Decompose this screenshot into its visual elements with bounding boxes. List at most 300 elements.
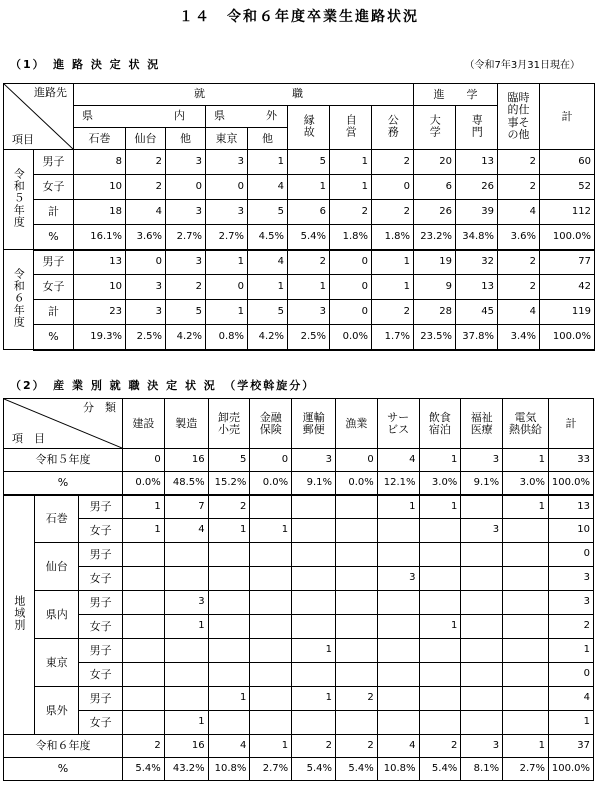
data-cell: [292, 543, 336, 567]
data-cell: 32: [456, 250, 498, 275]
data-cell: 1: [503, 735, 549, 758]
data-cell: 3: [549, 591, 594, 615]
data-cell: 1: [208, 687, 250, 711]
data-cell: [419, 687, 461, 711]
region-name: 県内: [35, 591, 79, 639]
region-group-label: 地域別: [4, 495, 35, 735]
table-row: [4, 495, 594, 519]
data-cell: 119: [540, 300, 595, 325]
data-cell: 2: [292, 735, 336, 758]
data-cell: 33: [549, 449, 594, 472]
table-row: [4, 325, 595, 350]
data-cell: 8.1%: [461, 758, 503, 781]
table-row: [4, 543, 594, 567]
data-cell: 19.3%: [74, 325, 126, 350]
data-cell: [164, 639, 208, 663]
header-university: 大学: [414, 106, 456, 150]
data-cell: 1: [206, 250, 248, 275]
data-cell: 13: [456, 275, 498, 300]
data-cell: 3: [126, 275, 166, 300]
table-row: [4, 225, 595, 250]
data-cell: 4: [248, 250, 288, 275]
data-cell: 5: [208, 449, 250, 472]
data-cell: 0: [166, 175, 206, 200]
data-cell: [164, 663, 208, 687]
data-cell: [419, 639, 461, 663]
data-cell: 3: [206, 200, 248, 225]
data-cell: 100.0%: [549, 758, 594, 781]
data-cell: [123, 543, 165, 567]
data-cell: 3: [164, 591, 208, 615]
data-cell: 1: [372, 275, 414, 300]
table2-corner: [4, 399, 123, 449]
data-cell: [123, 663, 165, 687]
data-cell: 3: [166, 150, 206, 175]
data-cell: 4: [377, 449, 419, 472]
data-cell: 5.4%: [336, 758, 378, 781]
data-cell: 1.8%: [330, 225, 372, 250]
data-cell: 100.0%: [540, 225, 595, 250]
data-cell: [461, 567, 503, 591]
header-ishinomaki: 石巻: [74, 128, 126, 150]
data-cell: [503, 615, 549, 639]
data-cell: 0: [549, 543, 594, 567]
industry-header: 卸売 小売: [208, 399, 250, 449]
data-cell: 1: [419, 615, 461, 639]
data-cell: 3.6%: [498, 225, 540, 250]
data-cell: [336, 591, 378, 615]
data-cell: 4: [498, 300, 540, 325]
data-cell: 0: [126, 250, 166, 275]
data-cell: [461, 591, 503, 615]
row-label: %: [4, 758, 123, 781]
data-cell: 100.0%: [549, 472, 594, 495]
data-cell: 2: [126, 150, 166, 175]
data-cell: [292, 711, 336, 735]
header-connection: 縁故: [288, 106, 330, 150]
data-cell: 3: [461, 519, 503, 543]
data-cell: 3.0%: [503, 472, 549, 495]
region-name: 石巻: [35, 495, 79, 543]
data-cell: 7: [164, 495, 208, 519]
data-cell: 0: [336, 449, 378, 472]
header-out-prefecture: 県 外: [206, 106, 288, 128]
data-cell: 1: [292, 639, 336, 663]
data-cell: [123, 591, 165, 615]
row-label: 男子: [34, 150, 74, 175]
data-cell: 2.7%: [503, 758, 549, 781]
data-cell: 1: [419, 449, 461, 472]
data-cell: 2: [123, 735, 165, 758]
data-cell: [419, 591, 461, 615]
data-cell: [503, 663, 549, 687]
row-label: 令和６年度: [4, 735, 123, 758]
data-cell: [503, 711, 549, 735]
data-cell: 4: [498, 200, 540, 225]
data-cell: 5.4%: [123, 758, 165, 781]
data-cell: 10: [74, 175, 126, 200]
gender-label: 男子: [79, 591, 123, 615]
industry-header: 計: [549, 399, 594, 449]
data-cell: 0: [330, 275, 372, 300]
data-cell: [461, 543, 503, 567]
data-cell: [250, 567, 292, 591]
region-name: 東京: [35, 639, 79, 687]
data-cell: 2: [372, 200, 414, 225]
gender-label: 女子: [79, 615, 123, 639]
data-cell: 2: [372, 150, 414, 175]
data-cell: [419, 567, 461, 591]
data-cell: 77: [540, 250, 595, 275]
data-cell: 1: [292, 687, 336, 711]
data-cell: [377, 591, 419, 615]
data-cell: [250, 615, 292, 639]
data-cell: 10.8%: [377, 758, 419, 781]
summary-row: [4, 735, 594, 758]
data-cell: 15.2%: [208, 472, 250, 495]
data-cell: 1.8%: [372, 225, 414, 250]
gender-label: 男子: [79, 543, 123, 567]
data-cell: [250, 495, 292, 519]
data-cell: 4: [164, 519, 208, 543]
data-cell: 1: [250, 735, 292, 758]
data-cell: 1: [503, 495, 549, 519]
industry-header: サー ビス: [377, 399, 419, 449]
data-cell: [377, 639, 419, 663]
row-label: 女子: [34, 175, 74, 200]
data-cell: 2.7%: [250, 758, 292, 781]
data-cell: 19: [414, 250, 456, 275]
header-employment: 就 職: [74, 84, 414, 106]
data-cell: 2: [166, 275, 206, 300]
data-cell: 0: [330, 300, 372, 325]
data-cell: [377, 711, 419, 735]
data-cell: 1: [250, 519, 292, 543]
table-row: [4, 250, 595, 275]
data-cell: 1: [164, 711, 208, 735]
data-cell: [292, 519, 336, 543]
row-label: 女子: [34, 275, 74, 300]
data-cell: [461, 663, 503, 687]
data-cell: 5: [248, 200, 288, 225]
data-cell: 1: [503, 449, 549, 472]
data-cell: [336, 663, 378, 687]
gender-label: 男子: [79, 639, 123, 663]
data-cell: 60: [540, 150, 595, 175]
table-row: [4, 175, 595, 200]
data-cell: 0: [549, 663, 594, 687]
row-label: 男子: [34, 250, 74, 275]
data-cell: [208, 591, 250, 615]
data-cell: 1: [372, 250, 414, 275]
data-cell: 10.8%: [208, 758, 250, 781]
industry-header: 建設: [123, 399, 165, 449]
data-cell: [208, 663, 250, 687]
data-cell: 9: [414, 275, 456, 300]
gender-label: 女子: [79, 663, 123, 687]
data-cell: 2: [498, 175, 540, 200]
data-cell: 3.6%: [126, 225, 166, 250]
data-cell: 0: [206, 175, 248, 200]
data-cell: 4: [126, 200, 166, 225]
data-cell: 100.0%: [540, 325, 595, 350]
data-cell: 2.5%: [126, 325, 166, 350]
data-cell: 6: [414, 175, 456, 200]
data-cell: 5: [248, 300, 288, 325]
data-cell: 2: [288, 250, 330, 275]
data-cell: [123, 711, 165, 735]
data-cell: [503, 567, 549, 591]
data-cell: 0: [250, 449, 292, 472]
data-cell: 37.8%: [456, 325, 498, 350]
year-label: 令和５年度: [4, 150, 34, 250]
data-cell: 5: [288, 150, 330, 175]
section1-heading: （1） 進 路 決 定 状 況: [10, 58, 161, 71]
header-other-out: 他: [248, 128, 288, 150]
data-cell: 4.2%: [166, 325, 206, 350]
data-cell: 2: [498, 150, 540, 175]
data-cell: 20: [414, 150, 456, 175]
data-cell: 1: [123, 519, 165, 543]
data-cell: [377, 615, 419, 639]
data-cell: 26: [456, 175, 498, 200]
table-row: [4, 519, 594, 543]
data-cell: 2: [208, 495, 250, 519]
data-cell: 2.7%: [166, 225, 206, 250]
data-cell: [208, 543, 250, 567]
data-cell: 2: [330, 200, 372, 225]
data-cell: 5.4%: [419, 758, 461, 781]
data-cell: 0.0%: [123, 472, 165, 495]
industry-header: 福祉 医療: [461, 399, 503, 449]
data-cell: 13: [456, 150, 498, 175]
data-cell: 3: [126, 300, 166, 325]
gender-label: 男子: [79, 495, 123, 519]
gender-label: 女子: [79, 567, 123, 591]
data-cell: 1: [288, 175, 330, 200]
region-name: 仙台: [35, 543, 79, 591]
data-cell: 37: [549, 735, 594, 758]
table-row: [4, 711, 594, 735]
data-cell: [292, 495, 336, 519]
table1-corner: [4, 84, 74, 150]
data-cell: 5.4%: [288, 225, 330, 250]
data-cell: [461, 495, 503, 519]
data-cell: 0.0%: [336, 472, 378, 495]
data-cell: 1: [419, 495, 461, 519]
header-sendai: 仙台: [126, 128, 166, 150]
data-cell: 0.0%: [250, 472, 292, 495]
data-cell: 3: [461, 449, 503, 472]
data-cell: 1: [248, 150, 288, 175]
gender-label: 男子: [79, 687, 123, 711]
corner-item-label: 項目: [12, 133, 34, 147]
data-cell: 23: [74, 300, 126, 325]
data-cell: 1: [330, 175, 372, 200]
header-total: 計: [540, 84, 595, 150]
table-row: [4, 663, 594, 687]
data-cell: 0: [123, 449, 165, 472]
header-further-study: 進 学: [414, 84, 498, 106]
data-cell: 3.0%: [419, 472, 461, 495]
data-cell: [336, 519, 378, 543]
data-cell: 16: [164, 735, 208, 758]
data-cell: [461, 711, 503, 735]
year-label: 令和６年度: [4, 250, 34, 350]
row-label: %: [34, 325, 74, 350]
data-cell: 2: [419, 735, 461, 758]
data-cell: [336, 711, 378, 735]
data-cell: 4: [208, 735, 250, 758]
gender-label: 女子: [79, 711, 123, 735]
table-row: [4, 200, 595, 225]
data-cell: [292, 663, 336, 687]
data-cell: [123, 639, 165, 663]
data-cell: 1: [208, 519, 250, 543]
data-cell: [377, 543, 419, 567]
header-vocational: 専門: [456, 106, 498, 150]
data-cell: [419, 519, 461, 543]
data-cell: 52: [540, 175, 595, 200]
data-cell: 13: [549, 495, 594, 519]
header-other-in: 他: [166, 128, 206, 150]
data-cell: [208, 615, 250, 639]
data-cell: 28: [414, 300, 456, 325]
data-cell: 3: [206, 150, 248, 175]
data-cell: [419, 543, 461, 567]
data-cell: [503, 519, 549, 543]
region-name: 県外: [35, 687, 79, 735]
data-cell: [250, 543, 292, 567]
data-cell: [503, 687, 549, 711]
data-cell: 1: [206, 300, 248, 325]
data-cell: [336, 615, 378, 639]
data-cell: 2: [498, 250, 540, 275]
data-cell: [123, 567, 165, 591]
data-cell: 1: [248, 275, 288, 300]
data-cell: 4.5%: [248, 225, 288, 250]
industry-header: 漁業: [336, 399, 378, 449]
data-cell: [292, 567, 336, 591]
data-cell: [336, 543, 378, 567]
data-cell: [419, 711, 461, 735]
data-cell: 1: [549, 639, 594, 663]
data-cell: 3: [288, 300, 330, 325]
corner-item-label: 項 目: [12, 432, 45, 446]
summary-row: [4, 758, 594, 781]
table-row: [4, 567, 594, 591]
data-cell: [503, 639, 549, 663]
data-cell: 48.5%: [164, 472, 208, 495]
data-cell: [461, 639, 503, 663]
data-cell: [250, 591, 292, 615]
data-cell: 16.1%: [74, 225, 126, 250]
row-label: %: [4, 472, 123, 495]
row-label: 計: [34, 200, 74, 225]
data-cell: [164, 687, 208, 711]
data-cell: [250, 663, 292, 687]
table-row: [4, 300, 595, 325]
data-cell: 4: [248, 175, 288, 200]
data-cell: 2.5%: [288, 325, 330, 350]
data-cell: 39: [456, 200, 498, 225]
data-cell: 12.1%: [377, 472, 419, 495]
data-cell: [208, 639, 250, 663]
industry-header: 電気 熱供給: [503, 399, 549, 449]
data-cell: [503, 591, 549, 615]
data-cell: 1: [549, 711, 594, 735]
data-cell: 4: [549, 687, 594, 711]
data-cell: 23.2%: [414, 225, 456, 250]
data-cell: 1: [330, 150, 372, 175]
data-cell: 3: [166, 250, 206, 275]
industry-employment-table: [3, 398, 594, 781]
data-cell: 45: [456, 300, 498, 325]
data-cell: [336, 567, 378, 591]
data-cell: [336, 495, 378, 519]
data-cell: [208, 567, 250, 591]
data-cell: [461, 615, 503, 639]
data-cell: 3: [549, 567, 594, 591]
data-cell: [461, 687, 503, 711]
data-cell: 0: [330, 250, 372, 275]
data-cell: [123, 615, 165, 639]
data-cell: 0: [372, 175, 414, 200]
header-public-service: 公務: [372, 106, 414, 150]
section2-heading: （2） 産 業 別 就 職 決 定 状 況 （学校斡旋分）: [10, 379, 316, 392]
industry-header: 製造: [164, 399, 208, 449]
row-label: 令和５年度: [4, 449, 123, 472]
header-self-employed: 自営: [330, 106, 372, 150]
table-row: [4, 687, 594, 711]
data-cell: [292, 591, 336, 615]
data-cell: 5.4%: [292, 758, 336, 781]
data-cell: 26: [414, 200, 456, 225]
data-cell: 10: [74, 275, 126, 300]
table-row: [4, 150, 595, 175]
data-cell: 3: [292, 449, 336, 472]
data-cell: 1: [377, 495, 419, 519]
data-cell: 10: [549, 519, 594, 543]
data-cell: [164, 543, 208, 567]
data-cell: 23.5%: [414, 325, 456, 350]
data-cell: [336, 639, 378, 663]
career-status-table: [3, 83, 595, 351]
data-cell: 43.2%: [164, 758, 208, 781]
data-cell: 2: [372, 300, 414, 325]
data-cell: 13: [74, 250, 126, 275]
header-tokyo: 東京: [206, 128, 248, 150]
gender-label: 女子: [79, 519, 123, 543]
corner-category-label: 分 類: [83, 401, 117, 414]
data-cell: 0: [206, 275, 248, 300]
data-cell: [419, 663, 461, 687]
data-cell: [377, 687, 419, 711]
data-cell: 0.0%: [330, 325, 372, 350]
data-cell: [164, 567, 208, 591]
data-cell: 1: [288, 275, 330, 300]
data-cell: 3: [377, 567, 419, 591]
summary-row: [4, 472, 594, 495]
table-row: [4, 591, 594, 615]
header-temporary-work: 臨時的仕事その他: [498, 84, 540, 150]
data-cell: 2: [336, 687, 378, 711]
data-cell: [123, 687, 165, 711]
data-cell: [503, 543, 549, 567]
table-row: [4, 615, 594, 639]
data-cell: 5: [166, 300, 206, 325]
data-cell: 18: [74, 200, 126, 225]
